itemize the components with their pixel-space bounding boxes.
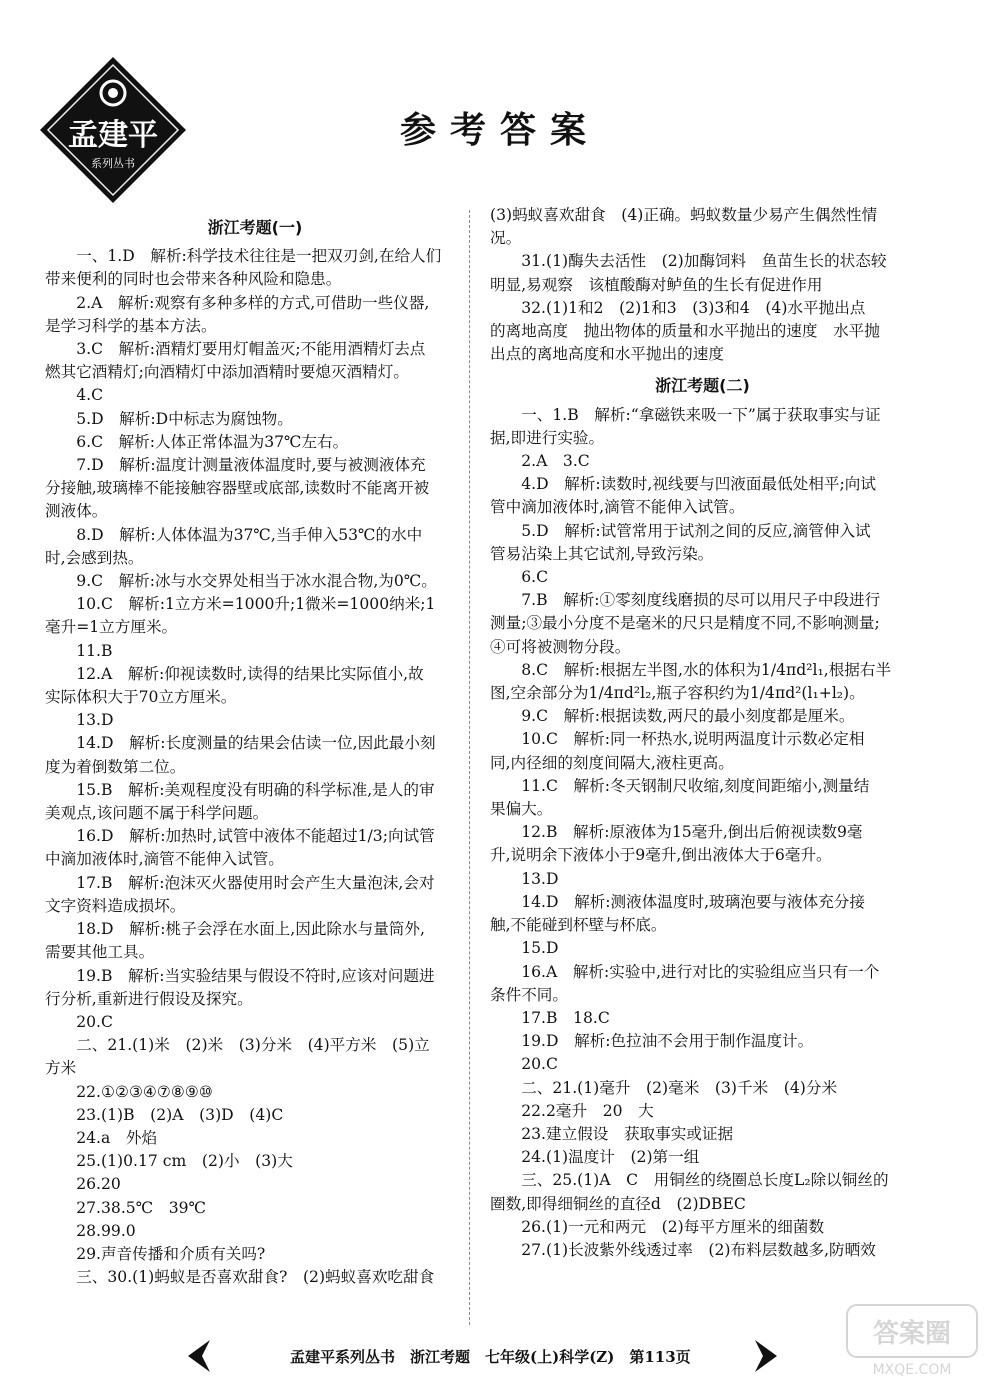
answer-line: 管易沾染上其它试剂,导致污染。 [490, 544, 714, 563]
answer-line: 二、21.(1)毫升 (2)毫米 (3)千米 (4)分米 [521, 1078, 838, 1097]
svg-text:孟建平: 孟建平 [68, 118, 158, 153]
answer-line: 19.D 解析:色拉油不会用于制作温度计。 [521, 1032, 814, 1051]
answer-line: 15.D [521, 939, 559, 958]
answer-line: 据,即进行实验。 [490, 428, 605, 447]
answer-line: 管中滴加液体时,滴管不能伸入试管。 [490, 498, 745, 517]
answer-line: 8.C 解析:根据左半图,水的体积为1/4πd²l₁,根据右半 [521, 660, 892, 679]
svg-text:系列丛书: 系列丛书 [91, 157, 135, 170]
answer-line: 13.D [76, 711, 114, 730]
answer-line: 9.C 解析:冰与水交界处相当于冰水混合物,为0℃。 [76, 572, 437, 591]
answer-line: 9.C 解析:根据读数,两尺的最小刻度都是厘米。 [521, 707, 855, 726]
right-column [490, 204, 915, 1262]
watermark-logo [842, 1300, 982, 1380]
page-title: 参考答案 [399, 110, 600, 151]
answer-line: 实际体积大于70立方厘米。 [45, 688, 237, 707]
answer-line: 31.(1)酶失去活性 (2)加酶饲料 鱼苗生长的状态较 [521, 252, 887, 271]
answer-line: 行分析,重新进行假设及探究。 [45, 989, 253, 1008]
answer-line: 分接触,玻璃棒不能接触容器壁或底部,读数时不能离开被 [45, 479, 430, 498]
answer-line: 7.D 解析:温度计测量液体温度时,要与被测液体充 [76, 456, 426, 475]
answer-line: 6.C 解析:人体正常体温为37℃左右。 [76, 432, 349, 451]
answer-line: 测液体。 [45, 502, 108, 521]
answer-line: 5.D 解析:D中标志为腐蚀物。 [76, 409, 293, 428]
answer-line: 29.声音传播和介质有关吗? [76, 1244, 266, 1263]
answer-line: 3.C 解析:酒精灯要用灯帽盖灭;不能用酒精灯去点 [76, 340, 426, 359]
answer-line: 测量;③最小分度不是毫米的尺只是精度不同,不影响测量; [490, 614, 880, 633]
answer-line: 6.C [521, 568, 548, 587]
answer-line: 时,会感到热。 [45, 548, 144, 567]
answer-line: 23.建立假设 获取事实或证据 [521, 1124, 734, 1143]
answer-line: 的离地高度 抛出物体的质量和水平抛出的速度 水平抛 [490, 322, 880, 341]
answer-line: 三、30.(1)蚂蚁是否喜欢甜食? (2)蚂蚁喜欢吃甜食 [76, 1268, 435, 1287]
answer-line: 出点的离地高度和水平抛出的速度 [490, 345, 724, 364]
answer-line: 13.D [521, 869, 559, 888]
answer-line: 一、1.B 解析:“拿磁铁来吸一下”属于获取事实与证 [521, 405, 881, 424]
answer-line: 美观点,该问题不属于科学问题。 [45, 804, 269, 823]
svg-text:答案圈: 答案圈 [872, 1319, 952, 1349]
answer-line: 27.38.5℃ 39℃ [76, 1198, 207, 1217]
answer-line: 三、25.(1)A C 用铜丝的绕圈总长度L₂除以铜丝的 [521, 1171, 889, 1190]
answer-line: 23.(1)B (2)A (3)D (4)C [76, 1105, 284, 1124]
answer-line: 12.A 解析:仰视读数时,读得的结果比实际值小,故 [76, 664, 424, 683]
left-column [45, 212, 465, 1289]
answer-line: 17.B 解析:泡沫灭火器使用时会产生大量泡沫,会对 [76, 873, 435, 892]
answer-line: 17.B 18.C [521, 1008, 610, 1027]
answer-line: 10.C 解析:1立方米=1000升;1微米=1000纳米;1 [76, 595, 436, 614]
answer-line: ④可将被测物分段。 [490, 637, 631, 656]
answer-line: 需要其他工具。 [45, 943, 155, 962]
answer-line: 度为着倒数第二位。 [45, 757, 186, 776]
answer-line: 一、1.D 解析:科学技术往往是一把双刃剑,在给人们 [76, 247, 442, 266]
answer-line: 中滴加液体时,滴管不能伸入试管。 [45, 850, 284, 869]
answer-line: 10.C 解析:同一杯热水,说明两温度计示数必定相 [521, 730, 865, 749]
answer-line: 是学习科学的基本方法。 [45, 316, 217, 335]
answer-line: 11.C 解析:冬天钢制尺收缩,刻度间距缩小,测量结 [521, 776, 870, 795]
answer-line: 8.D 解析:人体体温为37℃,当手伸入53℃的水中 [76, 525, 423, 544]
answer-line: 明显,易观察 该植酸酶对鲈鱼的生长有促进作用 [490, 275, 823, 294]
right-answers [490, 404, 915, 1263]
answer-line: 14.D 解析:测液体温度时,玻璃泡要与液体充分接 [521, 892, 865, 911]
section-title-zhejiang-2: 浙江考题(二) [655, 376, 750, 396]
answer-line: 26.20 [76, 1175, 121, 1194]
answer-line: 毫升=1立方厘米。 [45, 618, 178, 637]
answer-line: 升,说明余下液体小于9毫升,倒出液体大于6毫升。 [490, 846, 832, 865]
answer-line: 20.C [521, 1055, 558, 1074]
answer-line: 14.D 解析:长度测量的结果会估读一位,因此最小刻 [76, 734, 436, 753]
answer-line: 燃其它酒精灯;向酒精灯中添加酒精时要熄灭酒精灯。 [45, 363, 409, 382]
answer-line: 5.D 解析:试管常用于试剂之间的反应,滴管伸入试 [521, 521, 871, 540]
answer-line: 况。 [490, 229, 522, 248]
answer-line: (3)蚂蚁喜欢甜食 (4)正确。蚂蚁数量少易产生偶然性情 [490, 206, 878, 224]
footer-text: 孟建平系列丛书 浙江考题 七年级(上)科学(Z) 第113页 [290, 1348, 691, 1366]
answer-line: 条件不同。 [490, 985, 568, 1004]
answer-line: 4.D 解析:读数时,视线要与凹液面最低处相平;向试 [521, 475, 876, 494]
answer-line: 16.D 解析:加热时,试管中液体不能超过1/3;向试管 [76, 827, 435, 846]
prev-arrow-icon [180, 1338, 220, 1374]
answer-line: 20.C [76, 1012, 113, 1031]
answer-line: 同,内径细的刻度间隔大,液柱更高。 [490, 753, 734, 772]
section-title-zhejiang-1: 浙江考题(一) [207, 218, 303, 237]
answer-line: 圈数,即得细铜丝的直径d (2)DBEC [490, 1194, 746, 1213]
answer-line: 32.(1)1和2 (2)1和3 (3)3和4 (4)水平抛出点 [521, 298, 866, 317]
next-arrow-icon [745, 1338, 785, 1374]
answer-line: 19.B 解析:当实验结果与假设不符时,应该对问题进 [76, 966, 435, 985]
answer-line: 二、21.(1)米 (2)米 (3)分米 (4)平方米 (5)立 [76, 1036, 430, 1055]
answer-line: 图,空余部分为1/4πd²l₂,瓶子容积约为1/4πd²(l₁+l₂)。 [490, 684, 865, 703]
left-answers [45, 245, 465, 1289]
right-continued-answers [490, 204, 915, 366]
answer-line: 文字资料造成损坏。 [45, 896, 186, 915]
answer-line: 25.(1)0.17 cm (2)小 (3)大 [76, 1152, 293, 1171]
answer-line: 方米 [45, 1059, 77, 1078]
answer-line: 4.C [76, 386, 103, 405]
answer-line: 27.(1)长波紫外线透过率 (2)布料层数越多,防晒效 [521, 1240, 876, 1259]
column-divider [469, 210, 470, 1325]
answer-line: 果偏大。 [490, 800, 553, 819]
answer-line: 7.B 解析:①零刻度线磨损的尽可以用尺子中段进行 [521, 591, 881, 610]
answer-line: 2.A 3.C [521, 452, 590, 471]
answer-line: 26.(1)一元和两元 (2)每平方厘米的细菌数 [521, 1217, 825, 1236]
answer-line: 触,不能碰到杯壁与杯底。 [490, 916, 667, 935]
answer-line: 18.D 解析:桃子会浮在水面上,因此除水与量筒外, [76, 920, 425, 939]
answer-line: 15.B 解析:美观程度没有明确的科学标准,是人的审 [76, 780, 435, 799]
answer-line: 2.A 解析:观察有多种多样的方式,可借助一些仪器, [76, 293, 430, 312]
answer-line: 11.B [76, 641, 113, 660]
answer-line: 22.①②③④⑦⑧⑨⑩ [76, 1082, 213, 1101]
answer-line: 22.2毫升 20 大 [521, 1101, 654, 1120]
answer-line: 带来便利的同时也会带来各种风险和隐患。 [45, 270, 342, 289]
answer-line: 16.A 解析:实验中,进行对比的实验组应当只有一个 [521, 962, 880, 981]
answer-line: 24.(1)温度计 (2)第一组 [521, 1148, 700, 1167]
answer-line: 12.B 解析:原液体为15毫升,倒出后俯视读数9毫 [521, 823, 863, 842]
svg-text:MXQE.COM: MXQE.COM [872, 1362, 952, 1378]
answer-line: 24.a 外焰 [76, 1128, 158, 1147]
answer-line: 28.99.0 [76, 1221, 136, 1240]
